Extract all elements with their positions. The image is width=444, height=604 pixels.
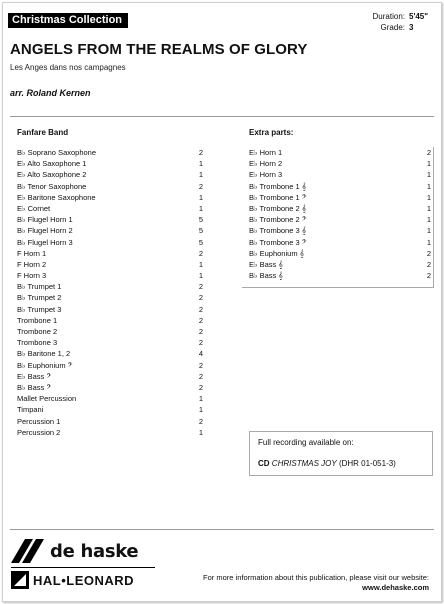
part-quantity: 1 <box>198 427 203 437</box>
part-quantity: 2 <box>198 248 203 258</box>
part-row <box>249 225 431 236</box>
collection-label: Christmas Collection <box>8 13 128 28</box>
dehaske-emblem-icon <box>11 539 45 563</box>
piece-title: ANGELS FROM THE REALMS OF GLORY <box>10 41 308 58</box>
part-quantity: 2 <box>198 293 203 303</box>
part-row <box>249 147 431 158</box>
recording-cd-line <box>258 459 396 468</box>
part-quantity: 2 <box>198 304 203 314</box>
part-quantity: 2 <box>426 271 431 281</box>
part-name: E♭ Alto Saxophone 1 <box>17 159 87 169</box>
part-quantity: 1 <box>198 271 203 281</box>
part-quantity: 2 <box>426 148 431 157</box>
website-link[interactable]: www.dehaske.com <box>362 583 429 592</box>
part-name: F Horn 2 <box>17 259 47 269</box>
part-quantity: 1 <box>198 159 203 169</box>
part-name: F Horn 3 <box>17 271 47 281</box>
part-row <box>249 181 431 192</box>
part-row <box>249 237 431 248</box>
part-row <box>17 192 203 203</box>
part-name: B♭ Euphonium 𝄞 <box>249 248 305 258</box>
part-quantity: 5 <box>198 226 203 236</box>
part-row <box>17 337 203 348</box>
logo-divider <box>11 567 155 568</box>
part-quantity: 2 <box>198 382 203 392</box>
part-name: B♭ Trumpet 3 <box>17 304 62 314</box>
grade-value: 3 <box>409 23 414 32</box>
part-name: E♭ Horn 1 <box>249 148 283 157</box>
footer-info <box>203 573 429 593</box>
part-row <box>17 237 203 248</box>
part-row <box>17 427 203 438</box>
part-quantity: 1 <box>426 170 431 180</box>
part-name: E♭ Bass 𝄞 <box>249 259 283 269</box>
part-row <box>17 304 203 315</box>
part-row <box>17 393 203 404</box>
part-row <box>249 248 431 259</box>
part-name: E♭ Horn 2 <box>249 159 283 169</box>
part-quantity: 2 <box>198 327 203 336</box>
part-quantity: 1 <box>198 203 203 213</box>
part-row <box>17 225 203 236</box>
part-name: B♭ Euphonium 𝄢 <box>17 360 73 370</box>
part-name: E♭ Horn 3 <box>249 170 283 180</box>
part-row <box>17 181 203 192</box>
part-row <box>17 348 203 359</box>
part-quantity: 1 <box>198 192 203 202</box>
dehaske-logo <box>11 539 138 563</box>
dehaske-wordmark: de haske <box>50 540 139 562</box>
part-row <box>249 158 431 169</box>
divider-bottom <box>10 529 434 530</box>
part-row <box>17 270 203 281</box>
part-quantity: 1 <box>198 405 203 415</box>
part-name: F Horn 1 <box>17 248 47 258</box>
duration-value: 5'45" <box>409 12 429 21</box>
halleonard-logo <box>11 571 134 589</box>
part-name: E♭ Bass 𝄢 <box>17 371 52 381</box>
part-name: B♭ Trombone 1 𝄞 <box>249 181 307 191</box>
part-name: B♭ Trombone 3 𝄢 <box>249 237 307 247</box>
part-row <box>17 281 203 292</box>
cd-album: CHRISTMAS JOY <box>271 459 337 468</box>
part-row <box>249 169 431 180</box>
footer-info-text: For more information about this publication, please visit our website: <box>203 573 429 582</box>
part-quantity: 1 <box>426 159 431 169</box>
part-row <box>249 270 431 281</box>
part-quantity: 1 <box>198 259 203 269</box>
part-quantity: 2 <box>426 248 431 258</box>
part-name: B♭ Soprano Saxophone <box>17 148 97 157</box>
part-row <box>249 192 431 203</box>
part-row <box>17 158 203 169</box>
extra-parts-list <box>249 147 431 281</box>
part-quantity: 2 <box>426 259 431 269</box>
part-name: Percussion 2 <box>17 427 61 437</box>
part-row <box>17 360 203 371</box>
halleonard-emblem-icon <box>11 571 29 589</box>
part-row <box>17 404 203 415</box>
cd-label: CD <box>258 459 270 468</box>
part-row <box>249 259 431 270</box>
extra-heading: Extra parts: <box>249 128 294 137</box>
part-name: B♭ Trombone 3 𝄞 <box>249 226 307 236</box>
part-row <box>17 147 203 158</box>
part-row <box>17 248 203 259</box>
part-quantity: 1 <box>426 192 431 202</box>
part-name: B♭ Trombone 1 𝄢 <box>249 192 307 202</box>
part-row <box>17 169 203 180</box>
part-row <box>17 382 203 393</box>
fanfare-heading: Fanfare Band <box>17 128 69 137</box>
part-name: Percussion 1 <box>17 416 61 426</box>
duration-label: Duration: <box>372 12 405 21</box>
part-row <box>249 214 431 225</box>
part-row <box>17 203 203 214</box>
part-quantity: 2 <box>198 338 203 348</box>
part-row <box>17 292 203 303</box>
part-row <box>17 371 203 382</box>
divider-top <box>10 116 434 117</box>
recording-intro: Full recording available on: <box>258 438 354 447</box>
arranger: arr. Roland Kernen <box>10 88 91 98</box>
part-name: B♭ Trombone 2 𝄢 <box>249 215 307 225</box>
part-quantity: 5 <box>198 215 203 225</box>
part-quantity: 1 <box>426 237 431 247</box>
part-name: Trombone 2 <box>17 327 58 336</box>
part-name: B♭ Baritone 1, 2 <box>17 349 71 359</box>
part-quantity: 1 <box>198 394 203 404</box>
piece-subtitle: Les Anges dans nos campagnes <box>10 63 126 72</box>
part-quantity: 1 <box>426 226 431 236</box>
part-name: B♭ Bass 𝄢 <box>17 382 52 392</box>
part-quantity: 1 <box>426 181 431 191</box>
part-name: Trombone 1 <box>17 315 58 325</box>
duration-grade-block <box>373 11 429 33</box>
part-name: B♭ Trumpet 1 <box>17 282 62 292</box>
part-name: E♭ Baritone Saxophone <box>17 192 96 202</box>
part-name: B♭ Flugel Horn 3 <box>17 237 73 247</box>
part-row <box>17 214 203 225</box>
score-cover-page <box>2 2 442 602</box>
part-quantity: 4 <box>198 349 203 359</box>
part-quantity: 2 <box>198 360 203 370</box>
part-quantity: 2 <box>198 416 203 426</box>
part-name: Timpani <box>17 405 44 415</box>
part-quantity: 1 <box>198 170 203 180</box>
part-row <box>17 259 203 270</box>
part-row <box>17 326 203 337</box>
part-row <box>17 416 203 427</box>
part-name: B♭ Flugel Horn 2 <box>17 226 73 236</box>
part-name: B♭ Flugel Horn 1 <box>17 215 73 225</box>
part-quantity: 2 <box>198 371 203 381</box>
part-name: Mallet Percussion <box>17 394 77 404</box>
part-row <box>17 315 203 326</box>
part-name: E♭ Alto Saxophone 2 <box>17 170 87 180</box>
part-name: B♭ Trombone 2 𝄞 <box>249 203 307 213</box>
part-quantity: 1 <box>426 215 431 225</box>
part-name: Trombone 3 <box>17 338 58 348</box>
part-name: B♭ Trumpet 2 <box>17 293 62 303</box>
part-quantity: 5 <box>198 237 203 247</box>
fanfare-parts-list <box>17 147 203 438</box>
part-name: B♭ Tenor Saxophone <box>17 181 87 191</box>
halleonard-wordmark: HAL•LEONARD <box>33 572 135 588</box>
part-quantity: 2 <box>198 282 203 292</box>
part-quantity: 2 <box>198 181 203 191</box>
part-name: E♭ Cornet <box>17 203 51 213</box>
recording-box <box>249 431 433 476</box>
part-quantity: 2 <box>198 315 203 325</box>
part-quantity: 1 <box>426 203 431 213</box>
part-name: B♭ Bass 𝄞 <box>249 271 283 281</box>
grade-label: Grade: <box>380 23 405 32</box>
part-quantity: 2 <box>198 148 203 157</box>
cd-catalog: (DHR 01-051-3) <box>338 459 396 468</box>
part-row <box>249 203 431 214</box>
